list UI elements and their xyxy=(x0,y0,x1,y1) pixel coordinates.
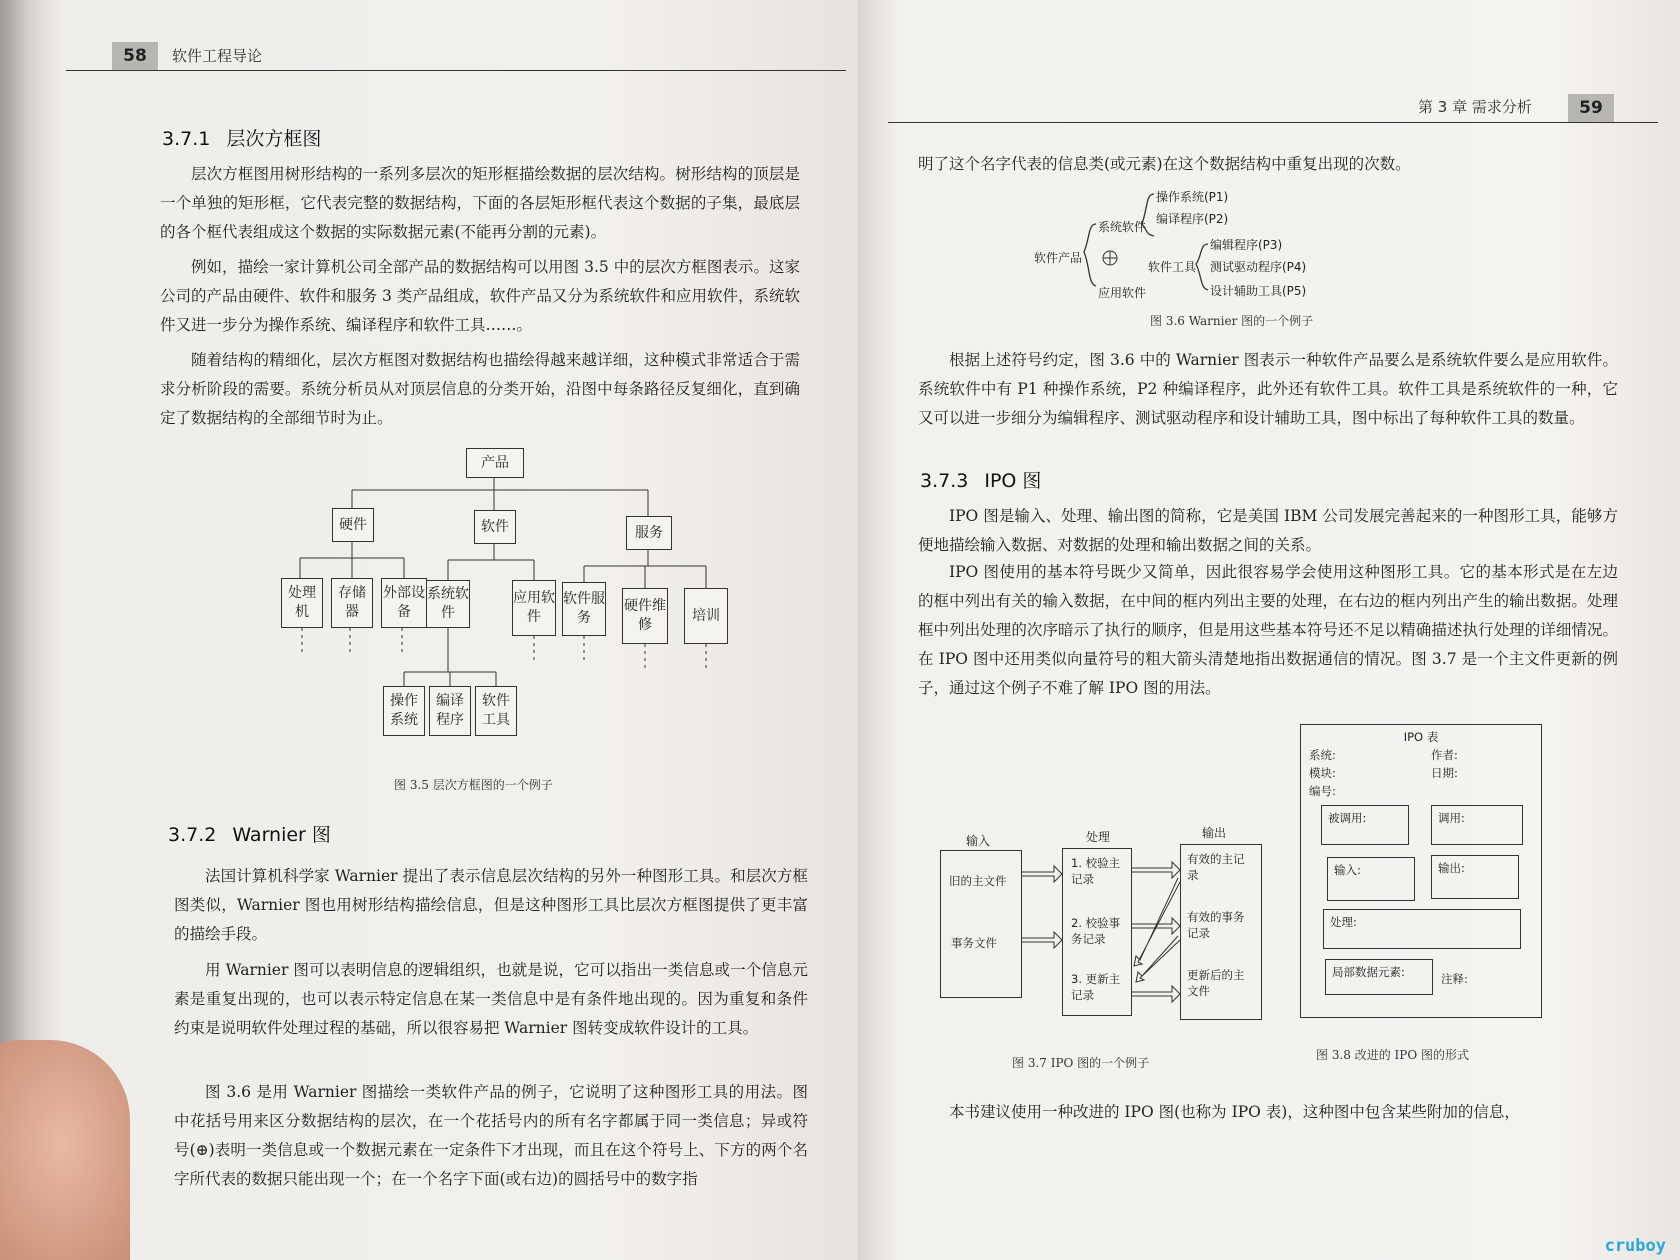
warnier-node: 测试驱动程序(P4) xyxy=(1210,260,1307,274)
hierarchy-connectors xyxy=(0,0,858,800)
local-data-box: 局部数据元素: xyxy=(1325,959,1433,995)
warnier-node: 设计辅助工具(P5) xyxy=(1210,284,1307,298)
ipo-step: 1. 校验主记录 xyxy=(1071,856,1121,886)
tree-node: 软件工具 xyxy=(475,686,517,736)
warnier-node: 软件工具 xyxy=(1148,260,1197,274)
paragraph: 本书建议使用一种改进的 IPO 图(也称为 IPO 表)，这种图中包含某些附加的信息， xyxy=(949,1103,1520,1121)
paragraph: 层次方框图用树形结构的一系列多层次的矩形框描绘数据的层次结构。树形结构的顶层是一个单独的矩形框，它代表完整的数据结构，下面的各层矩形框代表这个数据的子集，最底层的各个框代表组成这个数据的实际数据元素(不能再分割的元素)。 xyxy=(160,165,800,241)
paragraph: 例如，描绘一家计算机公司全部产品的数据结构可以用图 3.5 中的层次方框图表示。这家公司的产品由硬件、软件和服务 3 类产品组成，软件产品又分为系统软件和应用软件，系统软件又进一步分为操作系统、编译程序和软件工具……。 xyxy=(160,258,800,334)
page-number: 58 xyxy=(112,42,158,70)
section-heading-371: 3.7.1 层次方框图 xyxy=(162,128,322,150)
paragraph: IPO 图是输入、处理、输出图的简称，它是美国 IBM 公司发展完善起来的一种图形工具，能够方便地描绘输入数据、对数据的处理和输出数据之间的关系。 xyxy=(918,507,1618,554)
warnier-node: 软件产品 xyxy=(1034,251,1083,265)
tree-node: 应用软件 xyxy=(512,580,556,636)
ipo-output-item: 有效的主记录 xyxy=(1187,852,1245,882)
thumb xyxy=(0,1040,130,1260)
field-label: 模块: xyxy=(1309,766,1336,780)
page-number: 59 xyxy=(1568,94,1614,122)
process-box: 处理: xyxy=(1323,909,1521,949)
field-label: 系统: xyxy=(1309,748,1336,762)
paragraph: 法国计算机科学家 Warnier 提出了表示信息层次结构的另外一种图形工具。和层次方框图类似，Warnier 图也用树形结构描绘信息，但是这种图形工具比层次方框图提供了更丰富的描绘手段。 xyxy=(174,867,808,943)
tree-node: 处理机 xyxy=(281,578,323,628)
field-label: 注释: xyxy=(1441,972,1468,986)
field-label: 作者: xyxy=(1431,748,1458,762)
field-label: 日期: xyxy=(1431,766,1458,780)
ipo-input-item: 事务文件 xyxy=(951,936,997,950)
tree-node: 操作系统 xyxy=(383,686,425,736)
paragraph: 明了这个名字代表的信息类(或元素)在这个数据结构中重复出现的次数。 xyxy=(918,155,1411,173)
warnier-node: 应用软件 xyxy=(1098,286,1147,300)
ipo-column-label: 输入 xyxy=(966,834,991,848)
tree-node: 硬件 xyxy=(332,508,374,542)
chapter-title: 第 3 章 需求分析 xyxy=(1418,98,1532,116)
right-page xyxy=(858,0,1680,1260)
watermark: cruboy xyxy=(1604,1236,1666,1256)
calls-box: 调用: xyxy=(1431,805,1523,845)
ipo-output-item: 有效的事务记录 xyxy=(1187,910,1245,940)
tree-node: 系统软件 xyxy=(426,580,470,628)
ipo-step: 3. 更新主记录 xyxy=(1071,972,1121,1002)
tree-node: 培训 xyxy=(684,588,728,644)
warnier-node: 编辑程序(P3) xyxy=(1210,238,1283,252)
figure-caption: 图 3.5 层次方框图的一个例子 xyxy=(394,778,553,792)
ipo-arrows xyxy=(858,0,1680,1060)
section-heading-372: 3.7.2 Warnier 图 xyxy=(168,824,331,846)
figure-caption: 图 3.6 Warnier 图的一个例子 xyxy=(1150,314,1314,328)
tree-node: 硬件维修 xyxy=(622,588,668,644)
paragraph: IPO 图使用的基本符号既少又简单，因此很容易学会使用这种图形工具。它的基本形式是在左边的框中列出有关的输入数据，在中间的框内列出主要的处理，在右边的框内列出产生的输出数据。处理框中列出处理的次序暗示了执行的顺序，但是用这些基本符号还不足以精确描述执行处理的详细情况。在 IPO 图中还用类似向量符号的粗大箭头清楚地指出数据通信的情况。图 3.7 是一个主文件更新的例子，通过这个例子不难了解 IPO 图的用法。 xyxy=(918,563,1618,697)
paragraph: 图 3.6 是用 Warnier 图描绘一类软件产品的例子，它说明了这种图形工具的用法。图中花括号用来区分数据结构的层次，在一个花括号内的所有名字都属于同一类信息；异或符号(⊕)表明一类信息或一个数据元素在一定条件下才出现，而且在这个符号上、下方的两个名字所代表的数据只能出现一个；在一个名字下面(或右边)的圆括号中的数字指 xyxy=(174,1083,808,1188)
paragraph: 根据上述符号约定，图 3.6 中的 Warnier 图表示一种软件产品要么是系统软件要么是应用软件。系统软件中有 P1 种操作系统，P2 种编译程序，此外还有软件工具。软件工具是系统软件的一种，它又可以进一步细分为编辑程序、测试驱动程序和设计辅助工具，图中标出了每种软件工具的数量。 xyxy=(918,351,1618,427)
warnier-node: 操作系统(P1) xyxy=(1156,190,1229,204)
warnier-node: 系统软件 xyxy=(1098,220,1147,234)
figure-caption: 图 3.8 改进的 IPO 图的形式 xyxy=(1316,1048,1469,1062)
input-box: 输入: xyxy=(1327,857,1415,901)
tree-node: 软件服务 xyxy=(562,582,606,636)
field-label: 编号: xyxy=(1309,784,1336,798)
tree-node: 外部设备 xyxy=(381,578,427,628)
section-heading-373: 3.7.3 IPO 图 xyxy=(920,470,1042,492)
paragraph: 随着结构的精细化，层次方框图对数据结构也描绘得越来越详细，这种模式非常适合于需求分析阶段的需要。系统分析员从对顶层信息的分类开始，沿图中每条路径反复细化，直到确定了数据结构的全部细节时为止。 xyxy=(160,351,800,427)
tree-node-root: 产品 xyxy=(466,448,524,478)
warnier-node: 编译程序(P2) xyxy=(1156,212,1229,226)
ipo-column-label: 处理 xyxy=(1086,830,1111,844)
tree-node: 编译程序 xyxy=(429,686,471,736)
ipo-table-title: IPO 表 xyxy=(1403,730,1439,744)
ipo-input-item: 旧的主文件 xyxy=(949,874,1007,888)
output-box: 输出: xyxy=(1431,855,1519,899)
tree-node: 服务 xyxy=(626,516,672,550)
ipo-column-label: 输出 xyxy=(1202,826,1227,840)
paragraph: 用 Warnier 图可以表明信息的逻辑组织，也就是说，它可以指出一类信息或一个信息元素是重复出现的，也可以表示特定信息在某一类信息中是有条件地出现的。因为重复和条件约束是说明软件处理过程的基础，所以很容易把 Warnier 图转变成软件设计的工具。 xyxy=(174,961,808,1037)
ipo-output-item: 更新后的主文件 xyxy=(1187,968,1245,998)
tree-node: 存储器 xyxy=(331,578,373,628)
tree-node: 软件 xyxy=(474,510,516,544)
book-title: 软件工程导论 xyxy=(172,47,263,65)
figure-caption: 图 3.7 IPO 图的一个例子 xyxy=(1012,1056,1150,1070)
called-by-box: 被调用: xyxy=(1321,805,1409,845)
ipo-step: 2. 校验事务记录 xyxy=(1071,916,1121,946)
ipo-table xyxy=(1300,724,1542,1018)
